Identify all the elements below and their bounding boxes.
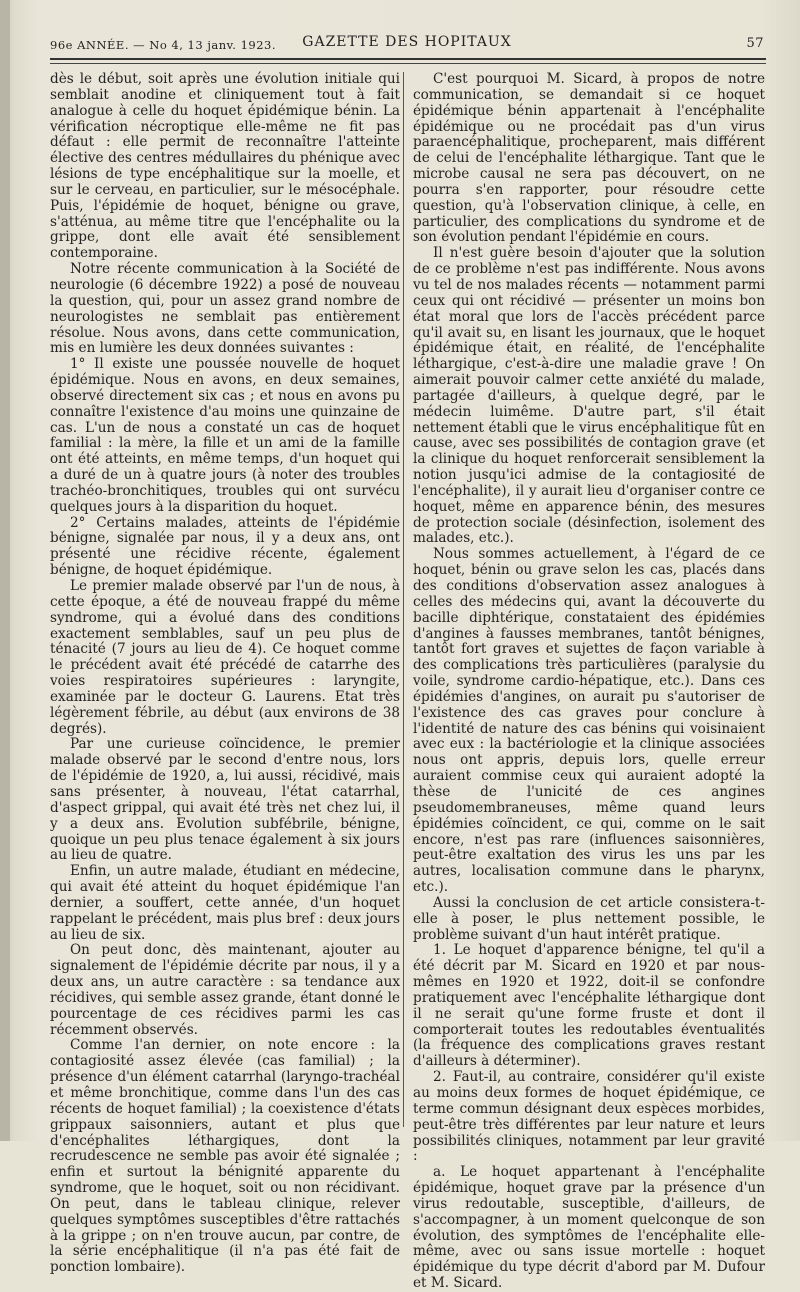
paragraph: 1° Il existe une poussée nouvelle de hoquet épidémique. Nous en avons, en deux semaines, observé directement six cas ; et nous en avons pu connaître l'existence d'au moins une quinzaine de cas. L'un de nous a constaté un cas de hoquet familial : la mère, la fille et un ami de la famille ont été atteints, en même temps, d'un hoquet qui a duré de un à quatre jours (à noter des troubles trachéo-bronchitiques, troubles qui ont survécu quelques jours à la disparition du hoquet. <box>50 356 400 515</box>
paragraph: Le premier malade observé par l'un de nous, à cette époque, a été de nouveau frappé du même syndrome, qui a évolué dans des conditions exactement semblables, sauf un peu plus de ténacité (7 jours au lieu de 4). Ce hoquet comme le précédent avait été précédé de catarrhe des voies respiratoires supérieures : laryngite, examinée par le docteur G. Laurens. Etat très légèrement fébrile, au début (aux environs de 38 degrés). <box>50 578 400 737</box>
left-column <box>50 72 400 1276</box>
issue-line: 96e ANNÉE. — No 4, 13 janv. 1923. <box>50 38 277 52</box>
paragraph: Notre récente communication à la Société de neurologie (6 décembre 1922) a posé de nouveau la question, qui, pour un assez grand nombre de neurologistes ne semblait pas entièrement résolue. Nous avons, dans cette communication, mis en lumière les deux données suivantes : <box>50 261 400 357</box>
paragraph: C'est pourquoi M. Sicard, à propos de notre communication, se demandait si ce hoquet épidémique bénin appartenait à l'encéphalite épidémique ou ne procédait pas d'un virus paraencéphalitique, procheparent, mais différent de celui de l'encéphalite léthargique. Tant que le microbe causal ne sera pas découvert, on ne pourra s'en rapporter, pour résoudre cette question, qu'à l'observation clinique, à celle, en particulier, des complications du syndrome et de son évolution pendant l'épidémie en cours. <box>413 71 765 246</box>
paragraph: Il n'est guère besoin d'ajouter que la solution de ce problème n'est pas indifférente. Nous avons vu tel de nos malades récents — notamment parmi ceux qui ont récidivé — présenter un moins bon état moral que lors de l'accès précédent parce qu'il avait su, en lisant les journaux, que le hoquet épidémique était, en réalité, de l'encéphalite léthargique, c'est-à-dire une maladie grave ! On aimerait pouvoir calmer cette anxiété du malade, partagée d'ailleurs, à quelque degré, par le médecin luimême. D'autre part, s'il était nettement établi que le virus encéphalitique fût en cause, avec ses possibilités de contagion grave (et la clinique du hoquet renforcerait sensiblement la notion jusqu'ici admise de la contagiosité de l'encéphalite), il y aurait lieu d'organiser contre ce hoquet, même en apparence bénin, des mesures de protection sociale (désinfection, isolement des malades, etc.). <box>413 245 765 547</box>
paragraph: Nous sommes actuellement, à l'égard de ce hoquet, bénin ou grave selon les cas, placés dans des conditions d'observation assez analogues à celles des médecins qui, avant la découverte du bacille diphtérique, constataient des épidémies d'angines à fausses membranes, tantôt bénignes, tantôt fort graves et sujettes de façon variable à des complications très particulières (paralysie du voile, syndrome cardio-hépatique, etc.). Dans ces épidémies d'angines, on aurait pu s'autoriser de l'existence des cas graves pour conclure à l'identité de nature des cas bénins qui voisinaient avec eux : la bactériologie et la clinique associées nous ont appris, depuis lors, quelle erreur auraient commise ceux qui auraient adopté la thèse de l'unicité de ces angines pseudomembraneuses, même quand leurs épidémies coïncident, ce qui, comme on le sait encore, n'est pas rare (influences saisonnières, peut-être exaltation des virus les uns par les autres, localisation commune dans le pharynx, etc.). <box>413 546 765 896</box>
paragraph: 1. Le hoquet d'apparence bénigne, tel qu'il a été décrit par M. Sicard en 1920 et par nous-mêmes en 1920 et 1922, doit-il se confondre pratiquement avec l'encéphalite léthargique dont il ne serait qu'une forme fruste et dont il comporterait toutes les redoutables éventualités (la fréquence des complications graves restant d'ailleurs à déterminer). <box>413 942 765 1070</box>
paragraph: a. Le hoquet appartenant à l'encéphalite épidémique, hoquet grave par la présence d'un virus redoutable, susceptible, d'ailleurs, de s'accompagner, à un moment quelconque de son évolution, des symptômes de l'encéphalite elle-même, avec ou sans issue mortelle : hoquet épidémique du type décrit d'abord par M. Dufour et M. Sicard. <box>413 1164 765 1292</box>
right-column <box>413 72 765 1292</box>
paragraph: Enfin, un autre malade, étudiant en médecine, qui avait été atteint du hoquet épidémique l'an dernier, a souffert, cette année, d'un hoquet rappelant le précédent, mais plus bref : deux jours au lieu de six. <box>50 863 400 943</box>
column-divider <box>403 72 404 1127</box>
page-header <box>50 30 764 56</box>
paragraph: Par une curieuse coïncidence, le premier malade observé par le second d'entre nous, lors de l'épidémie de 1920, a, lui aussi, récidivé, mais sans présenter, à nouveau, l'état catarrhal, d'aspect grippal, qui avait été très net chez lui, il y a deux ans. Evolution subfébrile, bénigne, quoique un peu plus tenace également à six jours au lieu de quatre. <box>50 736 400 864</box>
paragraph: 2. Faut-il, au contraire, considérer qu'il existe au moins deux formes de hoquet épidémique, ce terme commun désignant deux espèces morbides, peut-être très différentes par leur nature et leurs possibilités cliniques, notamment par leur gravité : <box>413 1069 765 1165</box>
paragraph: On peut donc, dès maintenant, ajouter au signalement de l'épidémie décrite par nous, il y a deux ans, un autre caractère : sa tendance aux récidives, qui semble assez grande, étant donné le pourcentage de ces récidives parmi les cas récemment observés. <box>50 942 400 1038</box>
paragraph: dès le début, soit après une évolution initiale qui semblait anodine et cliniquement tout à fait analogue à celle du hoquet épidémique bénin. La vérification nécroptique elle-même ne fit pas défaut : elle permit de reconnaître l'atteinte élective des centres médullaires du phénique avec lésions de type encéphalitique sur la moelle, et sur le cerveau, en particulier, sur le mésocéphale. Puis, l'épidémie de hoquet, bénigne ou grave, s'atténua, au même titre que l'encéphalite ou la grippe, dont elle avait été sensiblement contemporaine. <box>50 71 400 262</box>
journal-title: GAZETTE DES HOPITAUX <box>302 34 512 50</box>
paragraph: Comme l'an dernier, on note encore : la contagiosité assez élevée (cas familial) ; la présence d'un élément catarrhal (laryngo-trachéal et même bronchitique, comme dans l'un des cas récents de hoquet familial) ; la coexistence d'états grippaux saisonniers, autant et plus que d'encéphalites léthargiques, dont la recrudescence ne semble pas avoir été signalée ; enfin et surtout la bénignité apparente du syndrome, que le hoquet, soit ou non récidivant. On peut, dans le tableau clinique, relever quelques symptômes susceptibles d'être rattachés à la grippe ; on n'en trouve aucun, par contre, de la série encéphalitique (il n'a pas été fait de ponction lombaire). <box>50 1037 400 1276</box>
paragraph: 2° Certains malades, atteints de l'épidémie bénigne, signalée par nous, il y a deux ans, ont présenté une récidive récente, également bénigne, de hoquet épidémique. <box>50 514 400 579</box>
header-rule-thin <box>50 63 766 64</box>
binding-shadow <box>0 0 10 1141</box>
paragraph: Aussi la conclusion de cet article consistera-t-elle à poser, le plus nettement possible, le problème suivant d'un haut intérêt pratique. <box>413 894 765 943</box>
header-rule-thick <box>50 58 766 60</box>
page-number: 57 <box>746 36 764 51</box>
